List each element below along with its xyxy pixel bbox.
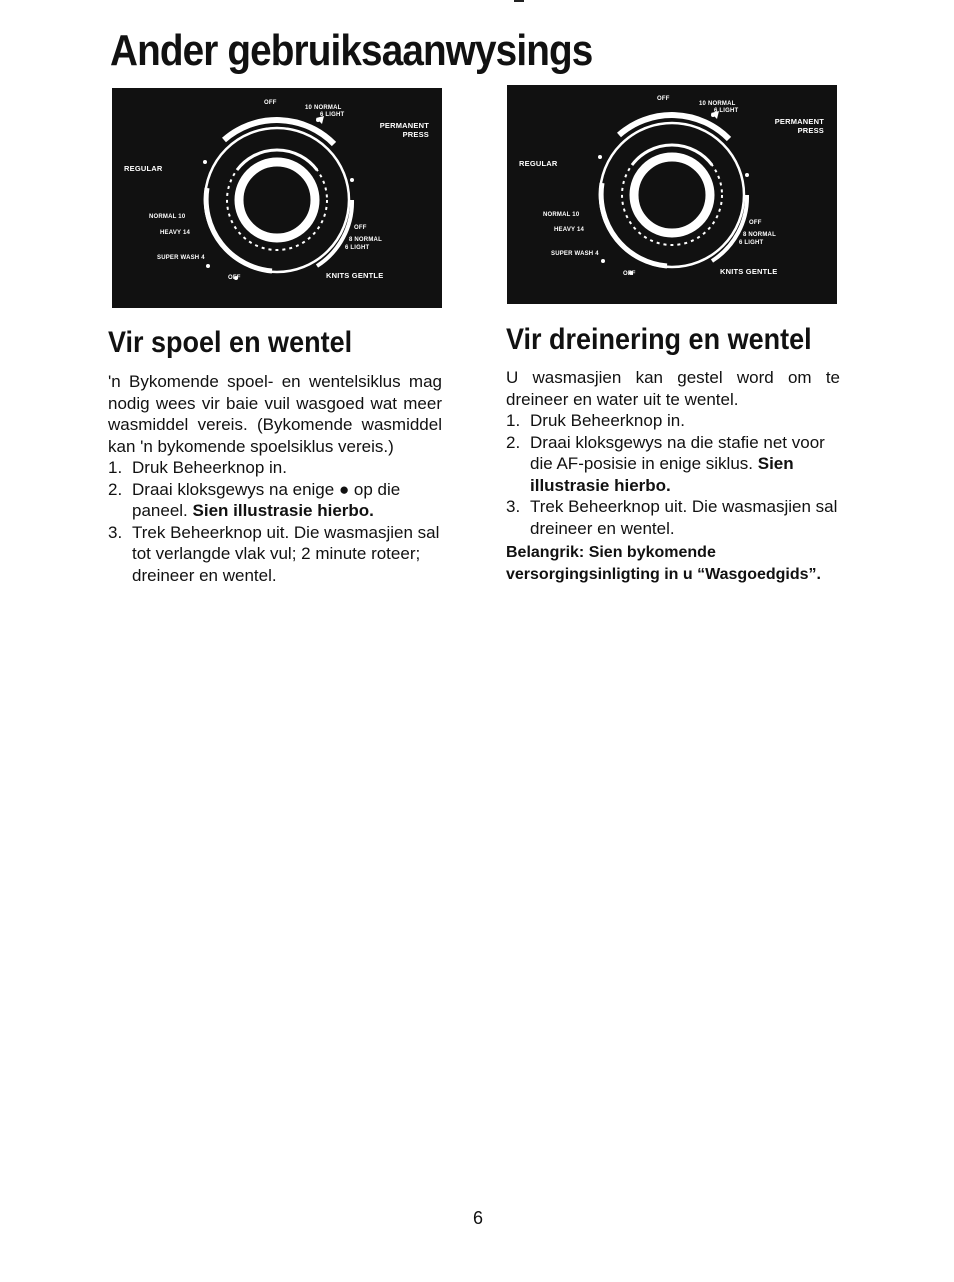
dial-label-off-top: OFF bbox=[657, 96, 670, 102]
step-number: 1. bbox=[108, 458, 123, 477]
step-number: 2. bbox=[506, 432, 521, 452]
dial-label-off-top: OFF bbox=[264, 100, 277, 106]
dial-label-6-light: 6 LIGHT bbox=[714, 108, 739, 114]
step-text: Draai kloksgewys na enige ● op die paneel. bbox=[132, 479, 401, 520]
dial-illustration-drain-spin bbox=[507, 85, 837, 304]
section-heading-drain-spin: Vir dreinering en wentel bbox=[506, 323, 812, 356]
dial-label-8-normal: 8 NORMAL bbox=[349, 237, 382, 243]
step-text: Druk Beheerknop in. bbox=[530, 411, 685, 430]
dial-label-off-bottom: OFF bbox=[228, 275, 241, 281]
step-item bbox=[108, 457, 442, 479]
dial-label-permanent: PERMANENT bbox=[379, 121, 429, 130]
dial-label-normal-10: NORMAL 10 bbox=[149, 214, 186, 220]
dial-label-6-light-lower: 6 LIGHT bbox=[739, 240, 764, 246]
section-body-drain-spin bbox=[506, 367, 840, 585]
dial-label-heavy-14: HEAVY 14 bbox=[554, 227, 585, 233]
step-number: 3. bbox=[506, 497, 521, 516]
step-number: 3. bbox=[108, 522, 123, 542]
dial-label-10-normal: 10 NORMAL bbox=[305, 105, 342, 111]
dial-label-6-light-lower: 6 LIGHT bbox=[345, 245, 370, 251]
top-edge-mark bbox=[514, 0, 524, 2]
step-item bbox=[506, 496, 840, 539]
section-heading-rinse-spin: Vir spoel en wentel bbox=[108, 326, 353, 359]
step-item bbox=[108, 522, 442, 587]
dial-label-press: PRESS bbox=[797, 126, 824, 135]
dial-label-super-wash-4: SUPER WASH 4 bbox=[551, 251, 599, 257]
steps-list bbox=[108, 457, 442, 586]
page-number: 6 bbox=[473, 1208, 484, 1228]
step-text: Trek Beheerknop uit. Die wasmasjien sal tot verlangde vlak vul; 2 minute roteer; dreineer en wentel. bbox=[132, 522, 440, 585]
dial-label-heavy-14: HEAVY 14 bbox=[160, 230, 191, 236]
page-title: Ander gebruiksaanwysings bbox=[110, 26, 593, 75]
dial-label-knits-gentle: KNITS GENTLE bbox=[326, 271, 384, 280]
step-text: Draai kloksgewys na die stafie net voor die AF-posisie in enige siklus. bbox=[530, 432, 825, 473]
section-intro: U wasmasjien kan gestel word om te dreineer en water uit te wentel. bbox=[506, 368, 840, 409]
dial-label-6-light: 6 LIGHT bbox=[320, 112, 345, 118]
steps-list bbox=[506, 410, 840, 539]
dial-label-off-right: OFF bbox=[749, 220, 762, 226]
step-item bbox=[108, 479, 442, 522]
important-note: Belangrik: Sien bykomende versorgingsinligting in u “Wasgoedgids”. bbox=[506, 544, 821, 583]
dial-label-press: PRESS bbox=[402, 130, 429, 139]
section-body-rinse-spin bbox=[108, 371, 442, 586]
dial-label-regular: REGULAR bbox=[519, 159, 558, 168]
step-emphasis: Sien illustrasie hierbo. bbox=[530, 454, 794, 495]
dial-label-knits-gentle: KNITS GENTLE bbox=[720, 267, 778, 276]
dial-illustration-rinse-spin bbox=[112, 88, 442, 308]
dial-label-8-normal: 8 NORMAL bbox=[743, 232, 776, 238]
dial-label-super-wash-4: SUPER WASH 4 bbox=[157, 255, 205, 261]
section-intro: 'n Bykomende spoel- en wentelsiklus mag nodig wees vir baie vuil wasgoed wat meer wasmiddel vereis. (Bykomende wasmiddel kan 'n bykomende spoelsiklus vereis.) bbox=[108, 372, 442, 456]
step-emphasis: Sien illustrasie hierbo. bbox=[192, 501, 374, 520]
dial-label-normal-10: NORMAL 10 bbox=[543, 212, 580, 218]
dial-label-regular: REGULAR bbox=[124, 164, 163, 173]
dial-label-permanent: PERMANENT bbox=[774, 117, 824, 126]
step-number: 2. bbox=[108, 479, 123, 499]
dial-label-off-right: OFF bbox=[354, 225, 367, 231]
step-number: 1. bbox=[506, 411, 521, 430]
step-text: Druk Beheerknop in. bbox=[132, 458, 287, 477]
step-item bbox=[506, 432, 840, 497]
dial-label-off-bottom: OFF bbox=[623, 271, 636, 277]
step-text: Trek Beheerknop uit. Die wasmasjien sal dreineer en wentel. bbox=[530, 497, 838, 538]
dial-label-10-normal: 10 NORMAL bbox=[699, 101, 736, 107]
step-item bbox=[506, 410, 840, 432]
